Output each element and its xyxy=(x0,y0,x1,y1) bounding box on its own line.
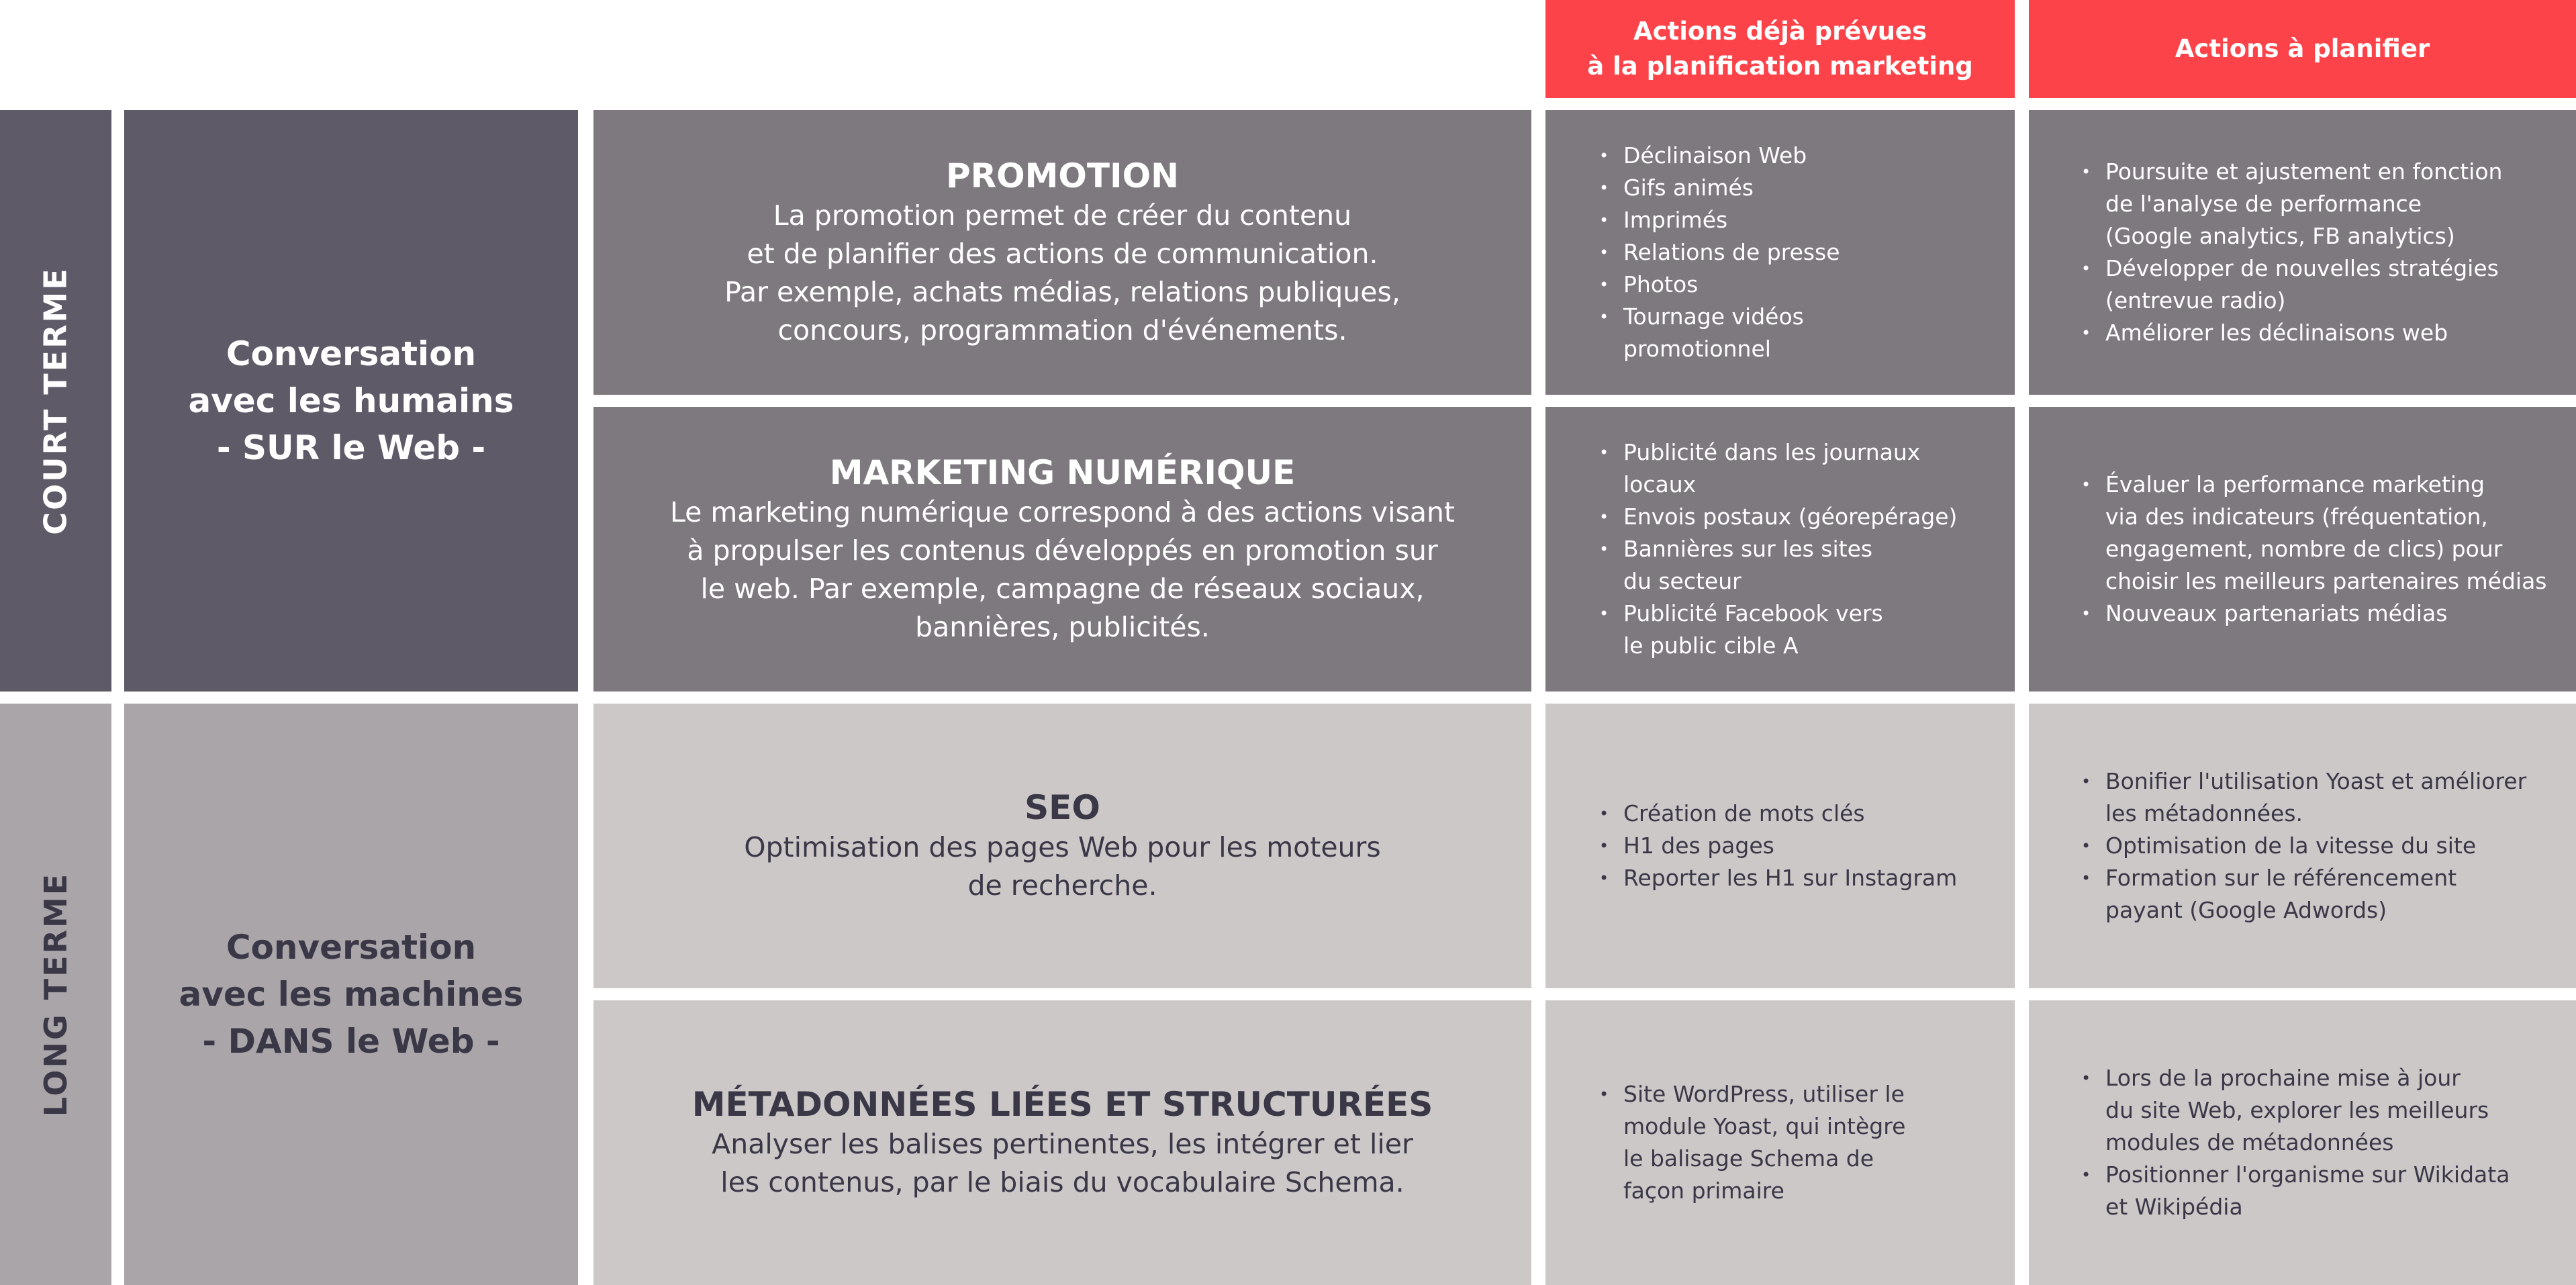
row-seo-planned xyxy=(1545,704,2015,988)
list-item: • Site WordPress, utiliser le module Yoast, qui intègre le balisage Schema de façon primaire xyxy=(1599,1078,1905,1207)
list-item: • Poursuite et ajustement en fonction de l'analyse de performance (Google analytics, FB analytics) xyxy=(2081,156,2502,252)
list-item: • Positionner l'organisme sur Wikidata et Wikipédia xyxy=(2081,1159,2510,1223)
row-description-text: Optimisation des pages Web pour les moteurs de recherche. xyxy=(744,831,1381,902)
row-marketing-to-plan xyxy=(2029,407,2576,692)
list-item: • Envois postaux (géorepérage) xyxy=(1599,501,1957,533)
row-seo-description xyxy=(593,704,1531,988)
list-item: • Nouveaux partenariats médias xyxy=(2081,598,2547,630)
list-item: • H1 des pages xyxy=(1599,830,1957,862)
list-item: • Relations de presse xyxy=(1599,236,1840,269)
to-plan-actions-list xyxy=(2081,765,2526,926)
to-plan-actions-list xyxy=(2081,469,2547,630)
list-item: • Tournage vidéos promotionnel xyxy=(1599,301,1840,365)
list-item: • Imprimés xyxy=(1599,204,1840,236)
conversation-humans-line-1: Conversation xyxy=(226,334,477,373)
conversation-machines xyxy=(124,704,578,1285)
list-item: • Publicité dans les journaux locaux xyxy=(1599,436,1957,501)
header-actions-to-plan xyxy=(2029,0,2576,98)
row-promotion-description xyxy=(593,110,1531,395)
header-planned-line-2: à la planification marketing xyxy=(1587,52,1973,81)
to-plan-actions-list xyxy=(2081,156,2502,349)
list-item: • Améliorer les déclinaisons web xyxy=(2081,317,2502,349)
row-metadata-planned xyxy=(1545,1000,2015,1285)
planned-actions-list xyxy=(1599,798,1957,894)
list-item: • Développer de nouvelles stratégies (entrevue radio) xyxy=(2081,252,2502,317)
term-long xyxy=(0,704,111,1285)
conversation-humans-line-3: - SUR le Web - xyxy=(216,428,486,467)
list-item: • Reporter les H1 sur Instagram xyxy=(1599,862,1957,894)
header-to-plan-label: Actions à planifier xyxy=(2175,34,2430,63)
row-marketing-description xyxy=(593,407,1531,692)
list-item: • Création de mots clés xyxy=(1599,798,1957,830)
planned-actions-list xyxy=(1599,140,1840,365)
row-description-text: Le marketing numérique correspond à des actions visant à propulser les contenus développés en promotion sur le web. Par exemple, campagne de réseaux sociaux, bannières, publicités. xyxy=(669,496,1456,643)
header-planned-actions xyxy=(1545,0,2015,98)
list-item: • Gifs animés xyxy=(1599,172,1840,204)
conversation-machines-line-3: - DANS le Web - xyxy=(202,1022,500,1061)
row-description-text: La promotion permet de créer du contenu et de planifier des actions de communication. Par exemple, achats médias, relations publiques, concours, programmation d'événements. xyxy=(724,199,1400,346)
planned-actions-list xyxy=(1599,1078,1905,1207)
list-item: • Publicité Facebook vers le public cible A xyxy=(1599,598,1957,662)
list-item: • Formation sur le référencement payant (Google Adwords) xyxy=(2081,862,2526,926)
term-long-label: LONG TERME xyxy=(38,871,74,1117)
row-seo-to-plan xyxy=(2029,704,2576,988)
row-metadata-to-plan xyxy=(2029,1000,2576,1285)
list-item: • Déclinaison Web xyxy=(1599,140,1840,172)
row-promotion-planned xyxy=(1545,110,2015,395)
conversation-humans-line-2: avec les humains xyxy=(188,381,514,420)
conversation-machines-line-2: avec les machines xyxy=(179,975,524,1014)
planned-actions-list xyxy=(1599,436,1957,662)
row-description-text: Analyser les balises pertinentes, les intégrer et lier les contenus, par le biais du vocabulaire Schema. xyxy=(712,1128,1413,1198)
list-item: • Bonifier l'utilisation Yoast et améliorer les métadonnées. xyxy=(2081,765,2526,830)
row-title: MÉTADONNÉES LIÉES ET STRUCTURÉES xyxy=(691,1085,1433,1124)
term-short xyxy=(0,110,111,692)
term-short-label: COURT TERME xyxy=(38,267,75,535)
conversation-humans xyxy=(124,110,578,692)
row-metadata-description xyxy=(593,1000,1531,1285)
header-planned-line-1: Actions déjà prévues xyxy=(1633,17,1927,46)
row-title: MARKETING NUMÉRIQUE xyxy=(829,453,1296,492)
conversation-machines-line-1: Conversation xyxy=(226,928,477,967)
list-item: • Photos xyxy=(1599,269,1840,301)
row-promotion-to-plan xyxy=(2029,110,2576,395)
list-item: • Lors de la prochaine mise à jour du site Web, explorer les meilleurs modules de métadonnées xyxy=(2081,1062,2510,1159)
list-item: • Évaluer la performance marketing via des indicateurs (fréquentation, engagement, nombre de clics) pour choisir les meilleurs partenaires médias xyxy=(2081,469,2547,598)
row-title: PROMOTION xyxy=(946,156,1179,195)
row-title: SEO xyxy=(1024,788,1100,827)
to-plan-actions-list xyxy=(2081,1062,2510,1223)
row-marketing-planned xyxy=(1545,407,2015,692)
list-item: • Bannières sur les sites du secteur xyxy=(1599,533,1957,598)
list-item: • Optimisation de la vitesse du site xyxy=(2081,830,2526,862)
